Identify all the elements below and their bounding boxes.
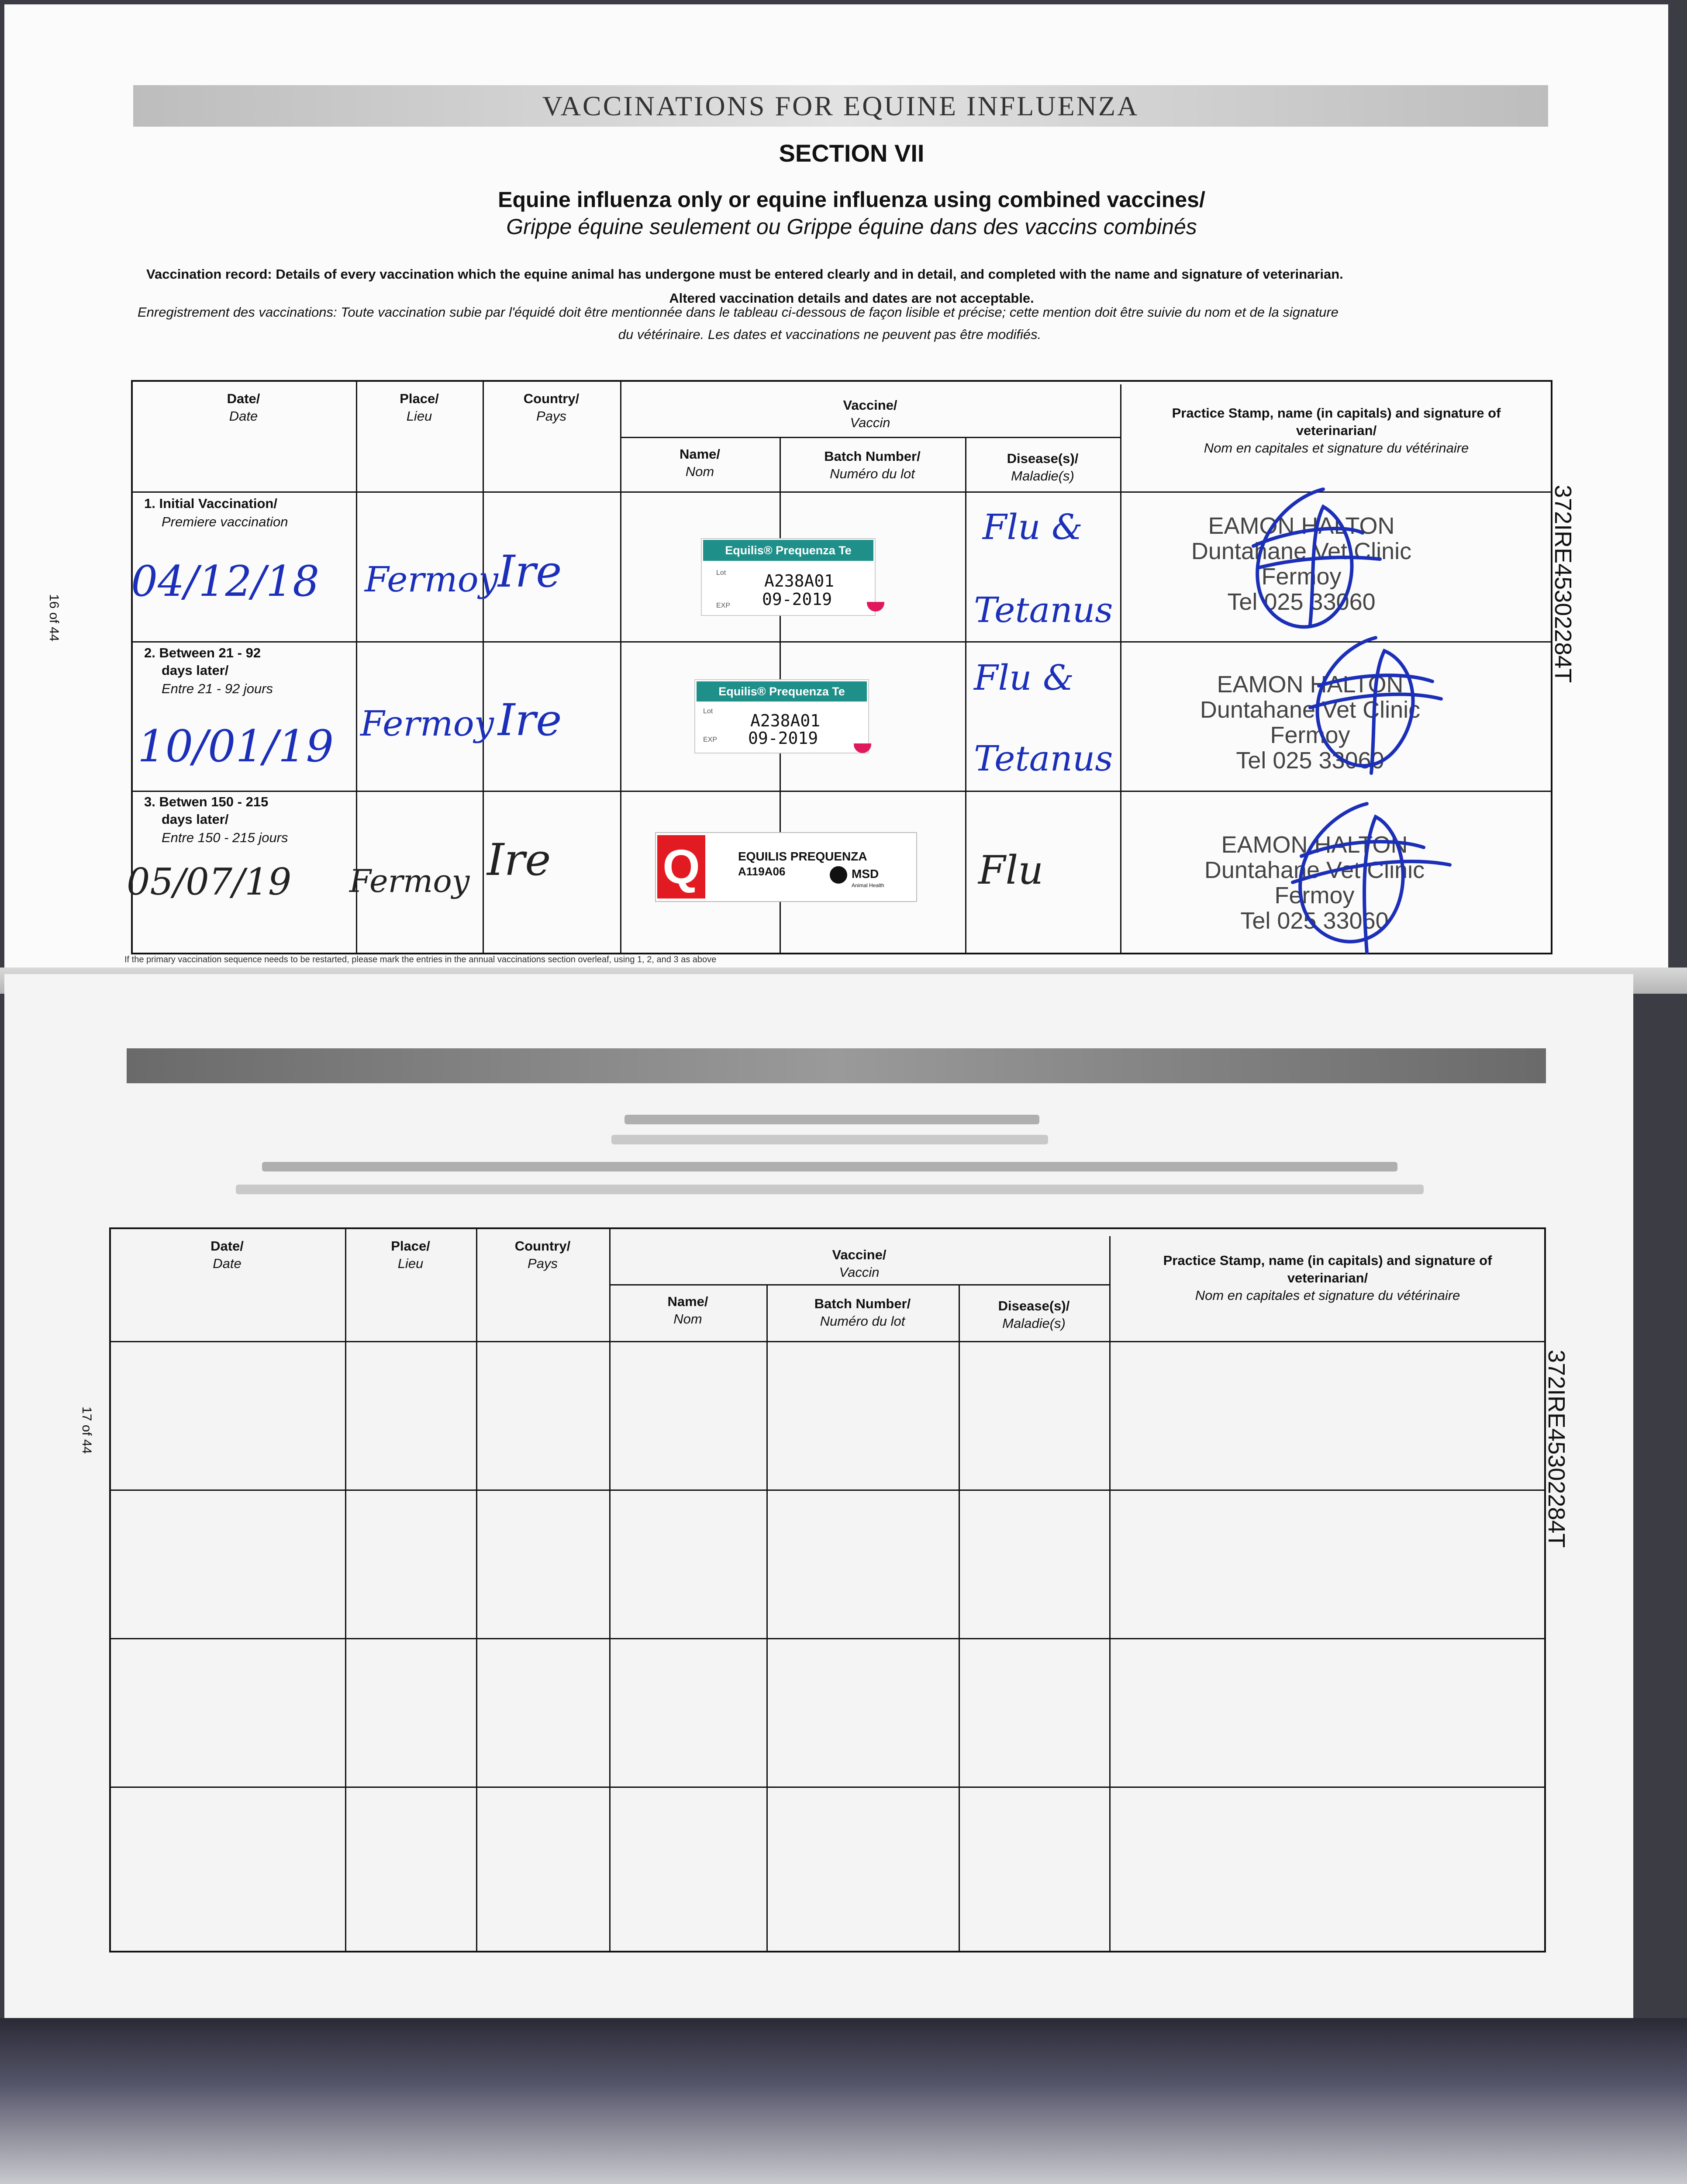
- row-label-2: days later/: [162, 812, 229, 827]
- page-number: 16 of 44: [47, 594, 61, 642]
- handwritten-disease-2: Tetanus: [974, 590, 1113, 630]
- handwritten-country: Ire: [498, 695, 562, 746]
- header-place-fr: Lieu: [406, 408, 432, 424]
- instructions-fr-line-2: du vétérinaire. Les dates et vaccinations ne peuvent pas être modifiés.: [618, 327, 1042, 342]
- header-name: Name/: [667, 1294, 708, 1309]
- footnote: If the primary vaccination sequence needs to be restarted, please mark the entries in the annual vaccinations section overleaf, using 1, 2, and 3 as above: [124, 955, 717, 964]
- sticker-exp-label: EXP: [716, 602, 731, 609]
- sticker-lot-label: Lot: [716, 569, 726, 577]
- handwritten-date: 04/12/18: [131, 557, 320, 606]
- header-disease: Disease(s)/: [1007, 451, 1079, 466]
- header-place-fr: Lieu: [397, 1256, 424, 1271]
- handwritten-date: 10/01/19: [138, 721, 334, 772]
- stamp-town: Fermoy: [1274, 882, 1355, 909]
- passport-id: 372IRE45302284T: [1550, 485, 1576, 683]
- handwritten-country: Ire: [498, 546, 562, 597]
- header-disease: Disease(s)/: [998, 1298, 1070, 1313]
- column-divider: [959, 1284, 960, 1952]
- page-number: 17 of 44: [79, 1406, 94, 1454]
- header-batch: Batch Number/: [824, 449, 921, 464]
- column-divider: [965, 437, 966, 954]
- header-date: Date/: [227, 391, 260, 406]
- row-divider: [609, 1284, 1109, 1286]
- sticker-exp: 09-2019: [748, 729, 818, 748]
- veterinarian-signatures: [1179, 480, 1485, 974]
- column-divider: [609, 1227, 611, 1952]
- blurred-text: [236, 1185, 1424, 1194]
- heading-fr: Grippe équine seulement ou Grippe équine dans des vaccins combinés: [506, 214, 1197, 239]
- passport-id: 372IRE45302284T: [1543, 1350, 1570, 1548]
- instructions-line-2: Altered vaccination details and dates are not acceptable.: [669, 290, 1034, 306]
- header-stamp-2: veterinarian/: [1296, 423, 1377, 438]
- stamp-name: EAMON HALTON: [1208, 513, 1395, 539]
- header-batch: Batch Number/: [814, 1296, 911, 1311]
- header-place: Place/: [391, 1238, 430, 1254]
- sticker-brand: MSD: [852, 867, 879, 881]
- header-country-fr: Pays: [528, 1256, 558, 1271]
- header-name: Name/: [679, 446, 721, 462]
- stamp-phone: Tel 025 33060: [1240, 908, 1389, 934]
- handwritten-date: 05/07/19: [127, 860, 292, 903]
- sticker-product: Equilis® Prequenza Te: [703, 540, 873, 561]
- handwritten-disease-2: Tetanus: [974, 738, 1113, 779]
- instructions-line-1: Vaccination record: Details of every vaccination which the equine animal has undergone must be entered clearly and in detail, and completed with the name and signature of veterinarian.: [146, 266, 1343, 282]
- stamp-town: Fermoy: [1270, 722, 1350, 748]
- column-divider: [476, 1227, 477, 1952]
- header-vaccine-fr: Vaccin: [850, 415, 890, 430]
- column-divider: [345, 1227, 346, 1952]
- header-stamp-2: veterinarian/: [1287, 1270, 1368, 1286]
- header-place: Place/: [400, 391, 439, 406]
- msd-logo-icon: [830, 866, 847, 884]
- handwritten-place: Fermoy: [365, 559, 498, 600]
- stamp-clinic: Duntahane Vet Clinic: [1191, 538, 1412, 564]
- row-label-fr: Entre 21 - 92 jours: [162, 681, 273, 696]
- row-label: 3. Betwen 150 - 215: [144, 794, 269, 809]
- header-disease-fr: Maladie(s): [1002, 1316, 1066, 1331]
- header-country: Country/: [523, 391, 580, 406]
- blurred-text: [262, 1162, 1397, 1171]
- vaccination-table-bottom: [109, 1227, 1546, 1952]
- instructions-fr-line-1: Enregistrement des vaccinations: Toute vaccination subie par l'équidé doit être mentionnée dans le tableau ci-dessous de façon lisible et précise; cette mention doit être suivie du nom et de la signature: [138, 304, 1339, 320]
- sticker-lot: A238A01: [764, 571, 835, 591]
- handwritten-disease: Flu &: [983, 507, 1083, 547]
- handwritten-disease: Flu &: [974, 657, 1074, 698]
- header-date: Date/: [210, 1238, 244, 1254]
- stamp-phone: Tel 025 33060: [1227, 589, 1376, 615]
- row-label-fr: Premiere vaccination: [162, 514, 288, 529]
- sticker-exp-label: EXP: [703, 736, 718, 743]
- row-divider: [109, 1787, 1546, 1788]
- scan-bottom-edge: [0, 2018, 1687, 2184]
- handwritten-place: Fermoy: [349, 863, 470, 899]
- handwritten-place: Fermoy: [360, 703, 494, 744]
- sticker-lot: A119A06: [738, 865, 786, 878]
- stamp-clinic: Duntahane Vet Clinic: [1204, 857, 1425, 883]
- row-label: 2. Between 21 - 92: [144, 645, 261, 660]
- header-batch-fr: Numéro du lot: [820, 1313, 905, 1329]
- header-stamp-fr: Nom en capitales et signature du vétérinaire: [1195, 1288, 1460, 1303]
- header-country-fr: Pays: [536, 408, 566, 424]
- row-label-2: days later/: [162, 663, 229, 678]
- header-date-fr: Date: [213, 1256, 241, 1271]
- header-batch-fr: Numéro du lot: [830, 466, 915, 481]
- stamp-town: Fermoy: [1261, 563, 1342, 590]
- stamp-clinic: Duntahane Vet Clinic: [1200, 697, 1421, 723]
- row-divider: [109, 1341, 1546, 1342]
- sticker-exp: 09-2019: [762, 590, 832, 609]
- header-disease-fr: Maladie(s): [1011, 468, 1074, 484]
- section-banner: VACCINATIONS FOR EQUINE INFLUENZA: [133, 85, 1548, 127]
- column-divider: [1120, 384, 1121, 954]
- header-country: Country/: [514, 1238, 571, 1254]
- sticker-brand-sub: Animal Health: [852, 882, 884, 888]
- header-name-fr: Nom: [673, 1311, 702, 1327]
- section-title: SECTION VII: [779, 139, 925, 167]
- column-divider: [766, 1284, 768, 1952]
- sticker-logo: Q: [657, 835, 705, 898]
- header-stamp: Practice Stamp, name (in capitals) and signature of: [1163, 1253, 1492, 1268]
- handwritten-country: Ire: [487, 834, 551, 885]
- sticker-lot: A238A01: [750, 711, 821, 730]
- sticker-lot-label: Lot: [703, 708, 713, 715]
- row-divider: [620, 437, 1120, 438]
- heading-en: Equine influenza only or equine influenza using combined vaccines/: [498, 187, 1205, 212]
- header-name-fr: Nom: [685, 464, 714, 479]
- handwritten-disease: Flu: [978, 847, 1044, 893]
- stamp-name: EAMON HALTON: [1221, 832, 1408, 858]
- section-banner-blurred: [127, 1048, 1546, 1083]
- sticker-product: Equilis® Prequenza Te: [697, 681, 867, 702]
- header-stamp: Practice Stamp, name (in capitals) and signature of: [1172, 405, 1501, 421]
- blurred-text: [611, 1135, 1048, 1144]
- sticker-product: EQUILIS PREQUENZA: [738, 850, 867, 863]
- stamp-phone: Tel 025 33060: [1236, 747, 1384, 774]
- header-vaccine: Vaccine/: [832, 1247, 887, 1262]
- stamp-name: EAMON HALTON: [1217, 671, 1404, 698]
- row-divider: [109, 1489, 1546, 1491]
- column-divider: [1109, 1236, 1111, 1952]
- blurred-text: [624, 1115, 1039, 1124]
- row-label-fr: Entre 150 - 215 jours: [162, 830, 288, 845]
- header-stamp-fr: Nom en capitales et signature du vétérinaire: [1204, 440, 1469, 456]
- row-divider: [109, 1638, 1546, 1639]
- row-label: 1. Initial Vaccination/: [144, 496, 277, 511]
- column-divider: [483, 380, 484, 954]
- header-vaccine: Vaccine/: [843, 397, 897, 413]
- header-date-fr: Date: [229, 408, 258, 424]
- header-vaccine-fr: Vaccin: [839, 1265, 880, 1280]
